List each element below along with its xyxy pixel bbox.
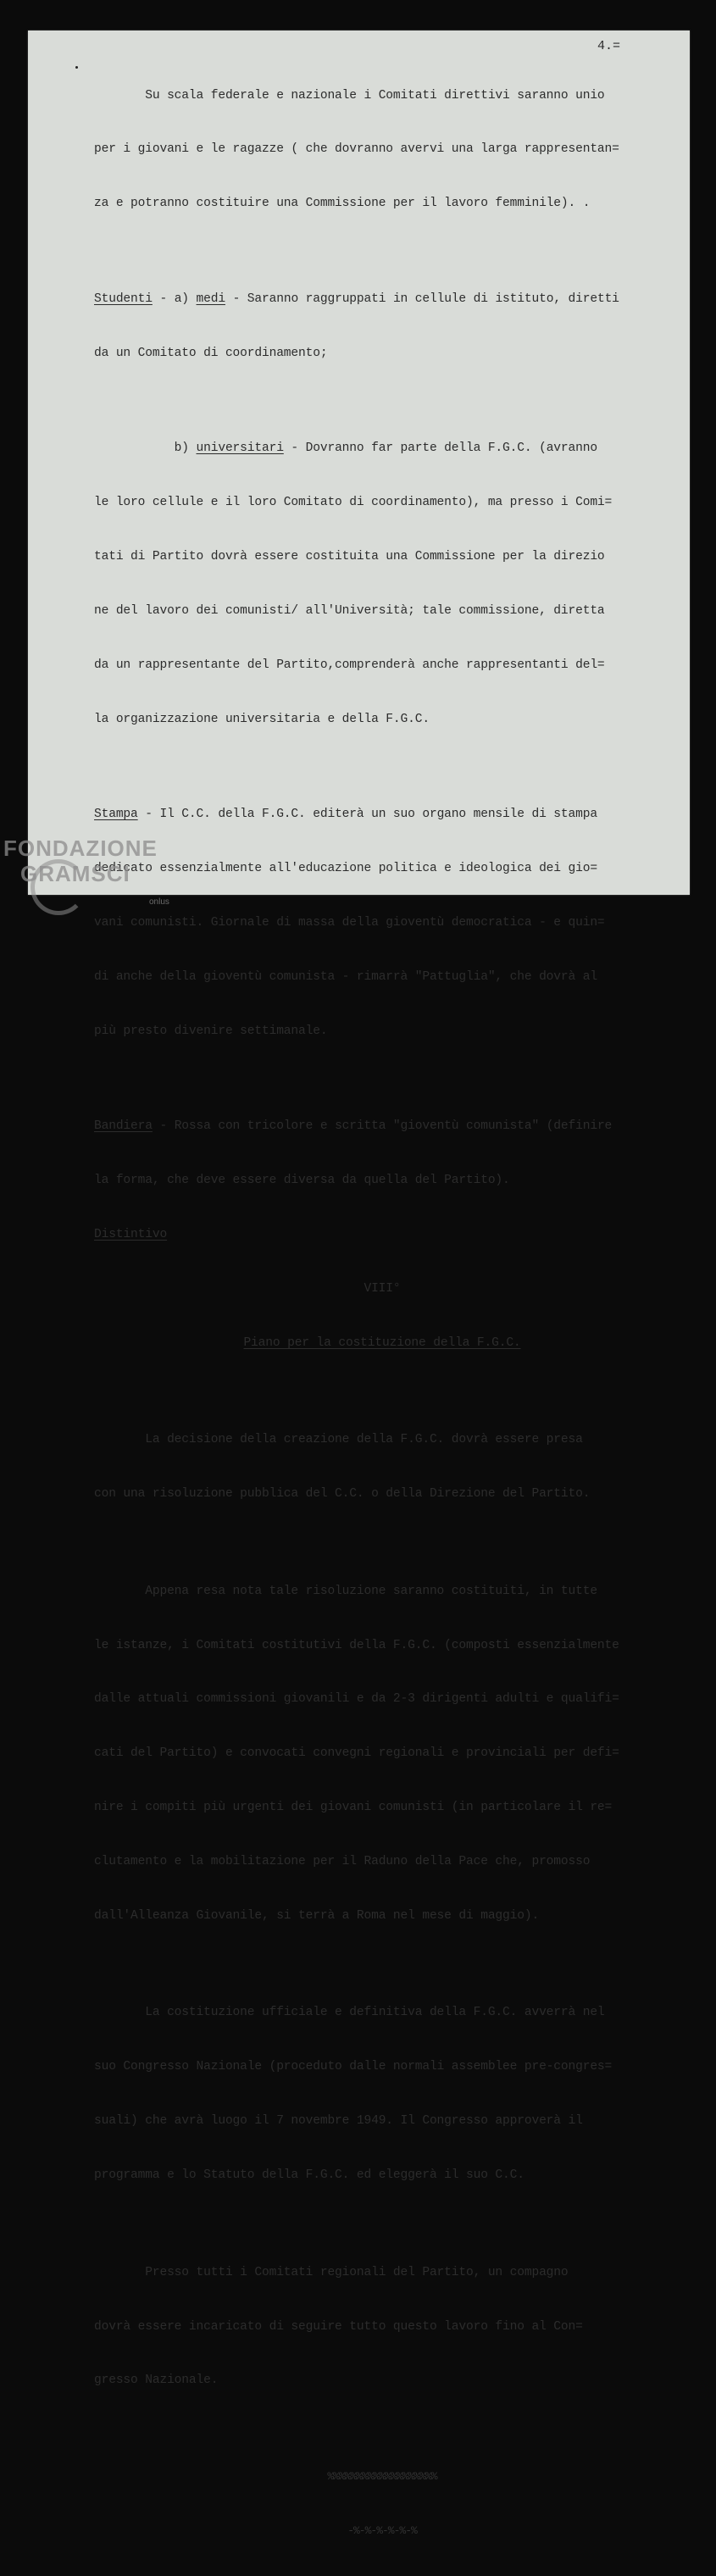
text-line-studenti: Studenti - a) medi - Saranno raggruppati in cellule di istituto, diretti bbox=[94, 291, 619, 306]
margin-mark bbox=[75, 66, 78, 69]
text-line-stampa: Stampa - Il C.C. della F.G.C. editerà un suo organo mensile di stampa bbox=[94, 808, 597, 822]
text-line: La decisione della creazione della F.G.C. dovrà essere presa bbox=[94, 1433, 583, 1447]
text-line: la organizzazione universitaria e della F.G.C. bbox=[94, 712, 430, 726]
text-line: Appena resa nota tale risoluzione saranno costituiti, in tutte bbox=[94, 1584, 597, 1598]
subheading-medi: medi bbox=[196, 291, 225, 306]
text-line: programma e lo Statuto della F.G.C. ed eleggerà il suo C.C. bbox=[94, 2168, 525, 2183]
text-line: dalle attuali commissioni giovanili e da 2-3 dirigenti adulti e qualifi= bbox=[94, 1692, 619, 1707]
section-heading-stampa: Stampa bbox=[94, 808, 138, 822]
chapter-title: Piano per la costituzione della F.G.C. bbox=[243, 1335, 521, 1350]
logo-ring-icon bbox=[31, 859, 86, 915]
text-line: dedicato essenzialmente all'educazione politica e ideologica dei gio= bbox=[94, 862, 597, 876]
watermark-line3: onlus bbox=[149, 897, 169, 907]
text-line: za e potranno costituire una Commissione per il lavoro femminile). . bbox=[94, 197, 591, 211]
text-line: suali) che avrà luogo il 7 novembre 1949. Il Congresso approverà il bbox=[94, 2114, 583, 2129]
text-line: clutamento e la mobilitazione per il Raduno della Pace che, promosso bbox=[94, 1855, 591, 1869]
text-line: gresso Nazionale. bbox=[94, 2373, 219, 2388]
document-body bbox=[94, 51, 670, 2576]
text-line-bandiera: Bandiera - Rossa con tricolore e scritta "gioventù comunista" (definire bbox=[94, 1119, 613, 1134]
text-line: dall'Alleanza Giovanile, si terrà a Roma nel mese di maggio). bbox=[94, 1908, 540, 1923]
watermark-line1: FONDAZIONE bbox=[3, 836, 158, 861]
section-heading-studenti: Studenti bbox=[94, 291, 153, 306]
chapter-number: VIII° bbox=[364, 1281, 401, 1296]
text-line: La costituzione ufficiale e definitiva della F.G.C. avverrà nel bbox=[94, 2006, 605, 2020]
text-line: tati di Partito dovrà essere costituita una Commissione per la direzio bbox=[94, 550, 605, 564]
page-number: 4.= bbox=[597, 39, 621, 53]
text-line: Su scala federale e nazionale i Comitati direttivi saranno unio bbox=[94, 88, 605, 103]
ornament-line-2: -%-%-%-%-%-% bbox=[347, 2523, 417, 2537]
text-line: dovrà essere incaricato di seguire tutto questo lavoro fino al Con= bbox=[94, 2319, 583, 2334]
text-line: più presto divenire settimanale. bbox=[94, 1024, 328, 1038]
text-line: per i giovani e le ragazze ( che dovranno avervi una larga rappresentan= bbox=[94, 142, 619, 157]
text-line: suo Congresso Nazionale (proceduto dalle normali assemblee pre-congres= bbox=[94, 2060, 613, 2074]
text-line: la forma, che deve essere diversa da quella del Partito). bbox=[94, 1174, 510, 1188]
text-line: nire i compiti più urgenti dei giovani comunisti (in particolare il re= bbox=[94, 1801, 613, 1815]
text-line: da un Comitato di coordinamento; bbox=[94, 346, 328, 360]
section-heading-bandiera: Bandiera bbox=[94, 1119, 153, 1134]
text-line: con una risoluzione pubblica del C.C. o della Direzione del Partito. bbox=[94, 1487, 591, 1502]
text-line: Presso tutti i Comitati regionali del Partito, un compagno bbox=[94, 2265, 569, 2279]
text-line: le istanze, i Comitati costitutivi della F.G.C. (composti essenzialmente bbox=[94, 1638, 619, 1652]
text-line: ne del lavoro dei comunisti/ all'Università; tale commissione, diretta bbox=[94, 603, 605, 618]
text-line: da un rappresentante del Partito,comprenderà anche rappresentanti del= bbox=[94, 658, 605, 672]
ornament-line-1: %%%%%%%%%%%%%%%%%%% bbox=[327, 2469, 437, 2483]
section-heading-distintivo: Distintivo bbox=[94, 1228, 168, 1241]
text-line: di anche della gioventù comunista - rimarrà "Pattuglia", che dovrà al bbox=[94, 969, 597, 984]
text-line: vani comunisti. Giornale di massa della gioventù democratica - e quin= bbox=[94, 915, 605, 930]
text-line-universitari: b) universitari - Dovranno far parte della F.G.C. (avranno bbox=[94, 441, 597, 456]
watermark-logo bbox=[3, 836, 169, 907]
watermark-line2: GRAMSCI bbox=[20, 861, 130, 886]
subheading-universitari: universitari bbox=[196, 441, 284, 456]
text-line: le loro cellule e il loro Comitato di coordinamento), ma presso i Comi= bbox=[94, 496, 613, 510]
text-line: cati del Partito) e convocati convegni regionali e provinciali per defi= bbox=[94, 1746, 619, 1761]
